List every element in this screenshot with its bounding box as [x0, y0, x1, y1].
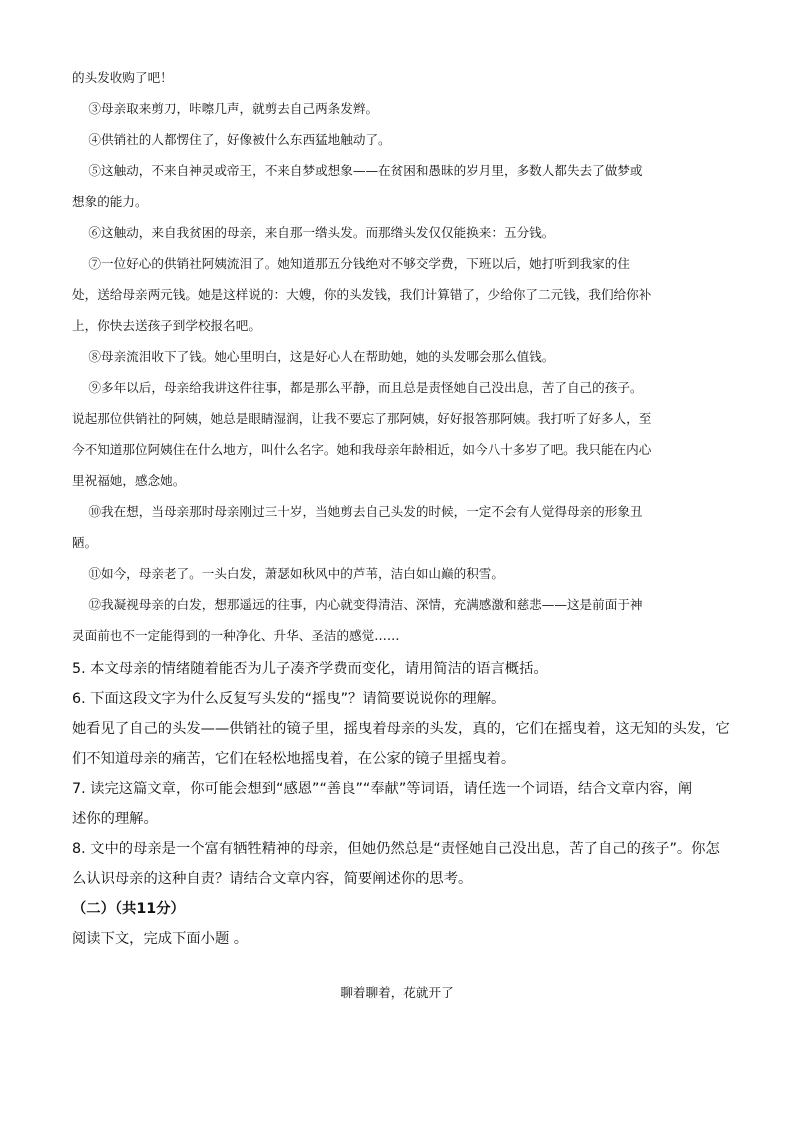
passage-line: ⑤这触动，不来自神灵或帝王，不来自梦或想象——在贫困和愚昧的岁月里，多数人都失去了做梦或	[88, 163, 643, 178]
passage-line: ③母亲取来剪刀，咔嚓几声，就剪去自己两条发辫。	[88, 101, 379, 116]
passage-line: 陋。	[72, 535, 98, 550]
question-5: 5. 本文母亲的情绪随着能否为儿子凑齐学费而变化，请用简洁的语言概括。	[72, 661, 548, 677]
passage-line: ⑪如今，母亲老了。一头白发，萧瑟如秋风中的芦苇，洁白如山巅的积雪。	[88, 566, 504, 581]
passage-line: ⑧母亲流泪收下了钱。她心里明白，这是好心人在帮助她，她的头发哪会那么值钱。	[88, 349, 555, 364]
passage-line: 今不知道那位阿姨住在什么地方，叫什么名字。她和我母亲年龄相近，如今八十多岁了吧。我只能在内心	[72, 442, 652, 457]
reading-passage	[72, 62, 722, 651]
passage-line: ⑩我在想，当母亲那时母亲刚过三十岁，当她剪去自己头发的时候，一定不会有人觉得母亲的形象丑	[88, 504, 643, 519]
quoted-text-line: 们不知道母亲的痛苦，它们在轻松地摇曳着，在公家的镜子里摇曳着。	[72, 751, 516, 767]
question-7: 7. 读完这篇文章，你可能会想到“感恩”“善良”“奉献”等词语，请任选一个词语，结合文章内容，阐	[72, 781, 693, 797]
passage-line: ④供销社的人都愣住了，好像被什么东西猛地触动了。	[88, 132, 391, 147]
passage-line: 的头发收购了吧！	[72, 70, 173, 85]
instruction-text: 阅读下文，完成下面小题 。	[72, 931, 249, 947]
passage-line: 处，送给母亲两元钱。她是这样说的：大嫂，你的头发钱，我们计算错了，少给你了二元钱，我们给你补	[72, 287, 652, 302]
quoted-text-line: 她看见了自己的头发——供销社的镜子里，摇曳着母亲的头发，真的，它们在摇曳着，这无知的头发，它	[72, 721, 730, 737]
question-8-cont: 么认识母亲的这种自责？请结合文章内容，简要阐述你的思考。	[72, 871, 473, 887]
passage-line: 说起那位供销社的阿姨，她总是眼睛湿润，让我不要忘了那阿姨，好好报答那阿姨。我打听了好多人，至	[72, 411, 652, 426]
passage-line: ⑨多年以后，母亲给我讲这件往事，都是那么平静，而且总是责怪她自己没出息，苦了自己的孩子。	[88, 380, 643, 395]
question-6: 6. 下面这段文字为什么反复写头发的“摇曳”？请简要说说你的理解。	[72, 691, 506, 707]
questions-section	[72, 654, 730, 954]
passage-line: ⑥这触动，来自我贫困的母亲，来自那一绺头发。而那绺头发仅仅能换来：五分钱。	[88, 225, 555, 240]
question-8: 8. 文中的母亲是一个富有牺牲精神的母亲，但她仍然总是“责怪她自己没出息，苦了自己的孩子”。你怎	[72, 841, 720, 857]
passage-line: 里祝福她，感念她。	[72, 473, 186, 488]
next-passage-title: 聊着聊着，花就开了	[340, 985, 454, 1000]
passage-line: ⑫我凝视母亲的白发，想那遥远的往事，内心就变得清洁、深情，充满感激和慈悲——这是前面于神	[88, 597, 643, 612]
passage-line: 灵面前也不一定能得到的一种净化、升华、圣洁的感觉……	[72, 628, 400, 643]
question-7-cont: 述你的理解。	[72, 811, 158, 827]
section-heading: （二）（共11分）	[72, 901, 185, 917]
passage-line: 上，你快去送孩子到学校报名吧。	[72, 318, 261, 333]
passage-line: ⑦一位好心的供销社阿姨流泪了。她知道那五分钱绝对不够交学费，下班以后，她打听到我家的住	[88, 256, 630, 271]
passage-line: 想象的能力。	[72, 194, 148, 209]
